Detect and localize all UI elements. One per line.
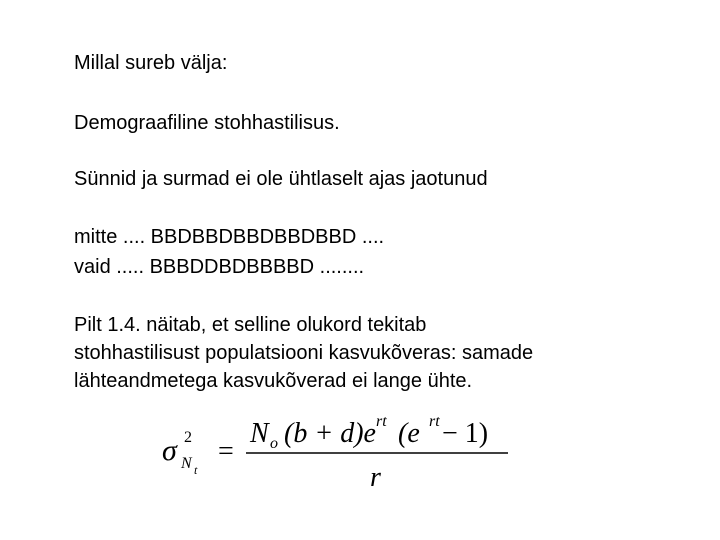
demographic-stochasticity-text: Demograafiline stohhastilisus. xyxy=(74,112,340,134)
figure-reference-line-2: stohhastilisust populatsiooni kasvukõveras: samade xyxy=(74,342,534,364)
numerator-subscript-o: o xyxy=(270,435,278,452)
births-deaths-text: Sünnid ja surmad ei ole ühtlaselt ajas jaotunud xyxy=(74,168,488,190)
sigma-subscript-n: N xyxy=(181,455,192,472)
denominator-r: r xyxy=(370,462,381,493)
variance-formula xyxy=(158,410,518,500)
sequence-not-text: mitte .... BBDBBDBBDBBDBBD .... xyxy=(74,226,385,248)
variance-formula-svg xyxy=(158,410,518,500)
numerator-bd-term: (b + d)e xyxy=(284,418,376,449)
sigma-superscript: 2 xyxy=(184,429,192,446)
numerator-paren-e: (e xyxy=(398,418,420,449)
numerator-n: N xyxy=(250,418,269,449)
sigma-subscript-t: t xyxy=(194,463,198,477)
numerator-tail: − 1) xyxy=(442,418,489,449)
sequence-but-text: vaid ..... BBBDDBDBBBBD ........ xyxy=(74,256,365,278)
numerator-exponent-1: rt xyxy=(376,413,387,430)
figure-reference-line-3: lähteandmetega kasvukõverad ei lange ühte. xyxy=(74,370,473,392)
figure-reference-line-1: Pilt 1.4. näitab, et selline olukord tekitab xyxy=(74,314,427,336)
numerator-exponent-2: rt xyxy=(429,413,440,430)
heading-text: Millal sureb välja: xyxy=(74,52,228,74)
equals-sign: = xyxy=(218,436,234,467)
sigma-symbol: σ xyxy=(162,434,177,467)
